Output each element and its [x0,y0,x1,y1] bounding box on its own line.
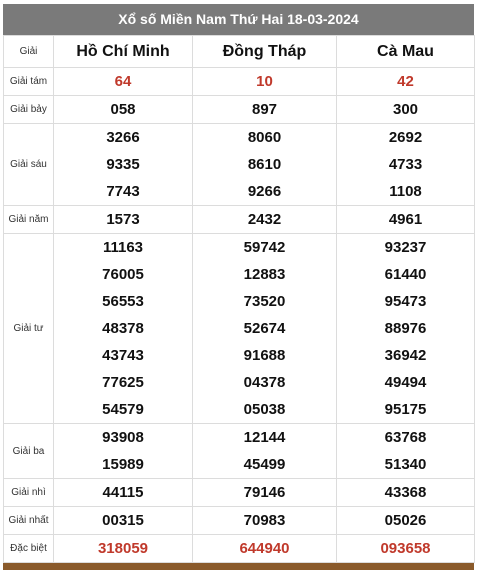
winning-number: 2432 [247,211,282,228]
prize-cell [54,507,193,535]
winning-number: 318059 [97,540,149,557]
prize-cell [337,68,475,96]
winning-number: 70983 [243,512,286,529]
prize-cell [337,234,475,424]
winning-number: 058 [110,101,136,118]
winning-number: 76005 [102,266,144,283]
bottom-bar [3,563,474,570]
winning-number: 00315 [102,512,144,529]
winning-number: 7743 [106,183,140,200]
prize-label: Giải tám [4,68,54,96]
prize-column-header: Giải [4,36,54,68]
winning-number: 73520 [243,293,286,310]
prize-cell [193,535,337,563]
winning-number: 05038 [243,401,286,418]
table-header-row [4,36,475,68]
winning-number: 11163 [102,239,144,256]
winning-number: 95473 [384,293,427,310]
prize-cell [193,124,337,206]
winning-number: 4733 [388,156,423,173]
winning-number: 897 [251,101,278,118]
prize-cell [193,424,337,479]
winning-number: 4961 [388,211,423,228]
winning-number: 42 [397,73,414,90]
prize-row [4,68,475,96]
prize-cell [193,479,337,507]
prize-label: Giải bảy [4,96,54,124]
winning-number: 36942 [384,347,427,364]
prize-label: Giải nhất [4,507,54,535]
prize-label: Giải sáu [4,124,54,206]
prize-cell [54,68,193,96]
prize-cell [337,206,475,234]
prize-row [4,124,475,206]
province-header[interactable]: Hồ Chí Minh [54,36,193,68]
prize-cell [54,535,193,563]
prize-cell [337,96,475,124]
winning-number: 9266 [247,183,282,200]
winning-number: 44115 [102,484,144,501]
prize-row [4,96,475,124]
winning-number: 77625 [102,374,144,391]
prize-cell [337,124,475,206]
results-table [3,35,475,563]
winning-number: 49494 [384,374,427,391]
winning-number: 91688 [243,347,286,364]
prize-cell [54,96,193,124]
winning-number: 9335 [106,156,140,173]
winning-number: 93908 [102,429,144,446]
prize-label: Giải năm [4,206,54,234]
winning-number: 2692 [388,129,423,146]
winning-number: 48378 [102,320,144,337]
prize-cell [54,234,193,424]
prize-row [4,479,475,507]
winning-number: 8060 [247,129,282,146]
prize-row [4,206,475,234]
prize-label: Giải tư [4,234,54,424]
prize-cell [54,206,193,234]
prize-cell [337,535,475,563]
winning-number: 95175 [384,401,427,418]
prize-cell [54,424,193,479]
winning-number: 644940 [239,540,290,557]
prize-cell [193,96,337,124]
winning-number: 12883 [243,266,286,283]
province-header[interactable]: Cà Mau [337,36,475,68]
winning-number: 12144 [243,429,286,446]
winning-number: 54579 [102,401,144,418]
winning-number: 93237 [384,239,427,256]
prize-label: Giải ba [4,424,54,479]
prize-row [4,234,475,424]
prize-label: Giải nhì [4,479,54,507]
winning-number: 15989 [102,456,144,473]
winning-number: 52674 [243,320,286,337]
prize-cell [193,507,337,535]
winning-number: 88976 [384,320,427,337]
lottery-results-widget [3,4,474,570]
prize-row [4,424,475,479]
winning-number: 45499 [243,456,286,473]
results-body [4,68,475,563]
winning-number: 61440 [384,266,427,283]
prize-cell [54,479,193,507]
prize-cell [193,206,337,234]
winning-number: 79146 [243,484,286,501]
winning-number: 8610 [247,156,282,173]
prize-row [4,535,475,563]
winning-number: 3266 [106,129,140,146]
winning-number: 1573 [106,211,140,228]
winning-number: 10 [256,73,273,90]
prize-cell [337,507,475,535]
winning-number: 300 [392,101,419,118]
prize-cell [54,124,193,206]
prize-cell [337,479,475,507]
winning-number: 64 [114,73,132,90]
prize-cell [337,424,475,479]
prize-cell [193,234,337,424]
prize-label: Đặc biệt [4,535,54,563]
prize-cell [193,68,337,96]
results-title: Xổ số Miền Nam Thứ Hai 18-03-2024 [3,4,474,35]
prize-row [4,507,475,535]
winning-number: 1108 [389,183,422,200]
winning-number: 59742 [243,239,286,256]
winning-number: 51340 [384,456,427,473]
winning-number: 56553 [102,293,144,310]
winning-number: 43743 [102,347,144,364]
province-header[interactable]: Đồng Tháp [193,36,337,68]
winning-number: 43368 [384,484,427,501]
winning-number: 04378 [243,374,286,391]
winning-number: 63768 [384,429,427,446]
winning-number: 093658 [380,540,431,557]
winning-number: 05026 [384,512,427,529]
